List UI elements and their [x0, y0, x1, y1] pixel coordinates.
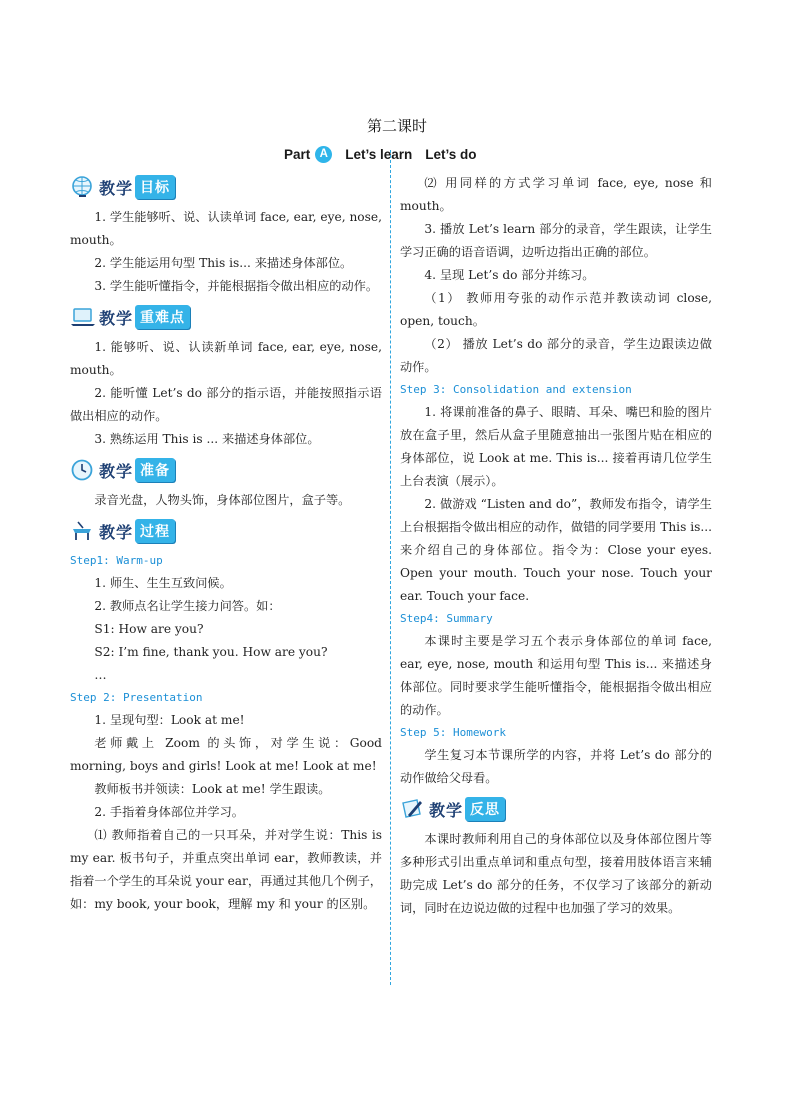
section-key-points-heading [70, 302, 382, 332]
warmup-item: 2. 教师点名让学生接力问答。如： [94, 599, 281, 613]
presentation-item: 1. 呈现句型：Look at me! [94, 713, 245, 727]
page-title: 第二课时 [366, 117, 427, 135]
warmup-item: S1: How are you? [94, 622, 204, 636]
key-point-item: 1. 能够听、说、认读新单词 face, ear, eye, nose, mouth。 [70, 340, 382, 377]
step-heading: Step1: Warm-up [70, 554, 163, 567]
step-heading: Step4: Summary [400, 612, 493, 625]
left-column [70, 172, 382, 916]
presentation-item: （1） 教师用夸张的动作示范并教读动词 close, open, touch。 [400, 291, 712, 328]
consolidation-item: 1. 将课前准备的鼻子、眼睛、耳朵、嘴巴和脸的图片放在盒子里，然后从盒子里随意抽出一张图片贴在相应的身体部位，说 Look at me. This is... 接着再请几位学生上台表演（展示）。 [400, 405, 712, 488]
right-column [400, 172, 712, 920]
presentation-item: ⑴ 教师指着自己的一只耳朵，并对学生说：This is my ear. 板书句子，并重点突出单词 ear，教师教读，并指着一个学生的耳朵说 your ear，再通过其他几个例子，如：my book, your book，理解 my 和 your 的区别。 [70, 828, 382, 911]
clock-icon [70, 458, 96, 482]
lets-learn-label: Let’s learn [345, 147, 413, 162]
section-title-prefix: 教学 [99, 522, 134, 542]
globe-icon [70, 175, 96, 199]
section-reflection-heading [400, 794, 712, 824]
section-objectives-heading [70, 172, 382, 202]
presentation-item: 2. 手指着身体部位并学习。 [94, 805, 244, 819]
desk-icon [70, 519, 96, 543]
step-heading: Step 5: Homework [400, 726, 506, 739]
consolidation-item: 2. 做游戏 “Listen and do”，教师发布指令，请学生上台根据指令做出相应的动作，做错的同学要用 This is... 来介绍自己的身体部位。指令为：Close your eyes. Open your mouth. Touch your nose. Touch your ear. Touch your face. [400, 497, 712, 603]
section-title-tag: 准备 [135, 458, 175, 482]
section-title-tag: 过程 [135, 519, 175, 543]
section-title-prefix: 教学 [99, 308, 134, 328]
warmup-item: S2: I’m fine, thank you. How are you? [94, 645, 328, 659]
warmup-item: … [94, 668, 107, 682]
presentation-item: ⑵ 用同样的方式学习单词 face, eye, nose 和 mouth。 [400, 176, 712, 213]
section-title-tag: 重难点 [135, 305, 190, 329]
key-point-item: 2. 能听懂 Let’s do 部分的指示语，并能按照指示语做出相应的动作。 [70, 386, 382, 423]
section-title-prefix: 教学 [99, 461, 134, 481]
pen-paper-icon [400, 797, 426, 821]
objective-item: 1. 学生能够听、说、认读单词 face, ear, eye, nose, mouth。 [70, 210, 382, 247]
objective-item: 2. 学生能运用句型 This is... 来描述身体部位。 [94, 256, 353, 270]
lesson-subtitle [284, 146, 477, 163]
section-title-tag: 反思 [465, 797, 505, 821]
presentation-item: 4. 呈现 Let’s do 部分并练习。 [424, 268, 595, 282]
laptop-icon [70, 305, 96, 329]
summary-text: 本课时主要是学习五个表示身体部位的单词 face, ear, eye, nose, mouth 和运用句型 This is... 来描述身体部位。同时要求学生能听懂指令，能根据指令做出相应的动作。 [400, 634, 712, 717]
step-heading: Step 3: Consolidation and extension [400, 383, 632, 396]
reflection-text: 本课时教师利用自己的身体部位以及身体部位图片等多种形式引出重点单词和重点句型，接着用肢体语言来辅助完成 Let’s do 部分的任务，不仅学习了该部分的新动词，同时在边说边做的过程中也加强了学习的效果。 [400, 832, 712, 915]
part-badge: A [315, 146, 332, 163]
part-label: Part [284, 147, 311, 162]
lets-do-label: Let’s do [425, 147, 477, 162]
presentation-item: （2） 播放 Let’s do 部分的录音，学生边跟读边做动作。 [400, 337, 712, 374]
objective-item: 3. 学生能听懂指令，并能根据指令做出相应的动作。 [94, 279, 379, 293]
homework-text: 学生复习本节课所学的内容，并将 Let’s do 部分的动作做给父母看。 [400, 748, 712, 785]
preparation-text: 录音光盘，人物头饰，身体部位图片，盒子等。 [94, 493, 351, 507]
section-process-heading [70, 516, 382, 546]
section-title-tag: 目标 [135, 175, 175, 199]
section-title-prefix: 教学 [99, 178, 134, 198]
presentation-item: 老师戴上 Zoom 的头饰，对学生说：Good morning, boys and girls! Look at me! Look at me! [70, 736, 382, 773]
presentation-item: 教师板书并领读：Look at me! 学生跟读。 [94, 782, 331, 796]
column-divider [390, 150, 391, 985]
step-heading: Step 2: Presentation [70, 691, 203, 704]
warmup-item: 1. 师生、生生互致问候。 [94, 576, 232, 590]
key-point-item: 3. 熟练运用 This is ... 来描述身体部位。 [94, 432, 320, 446]
section-preparation-heading [70, 455, 382, 485]
section-title-prefix: 教学 [429, 800, 464, 820]
presentation-item: 3. 播放 Let’s learn 部分的录音，学生跟读，让学生学习正确的语音语调，边听边指出正确的部位。 [400, 222, 712, 259]
